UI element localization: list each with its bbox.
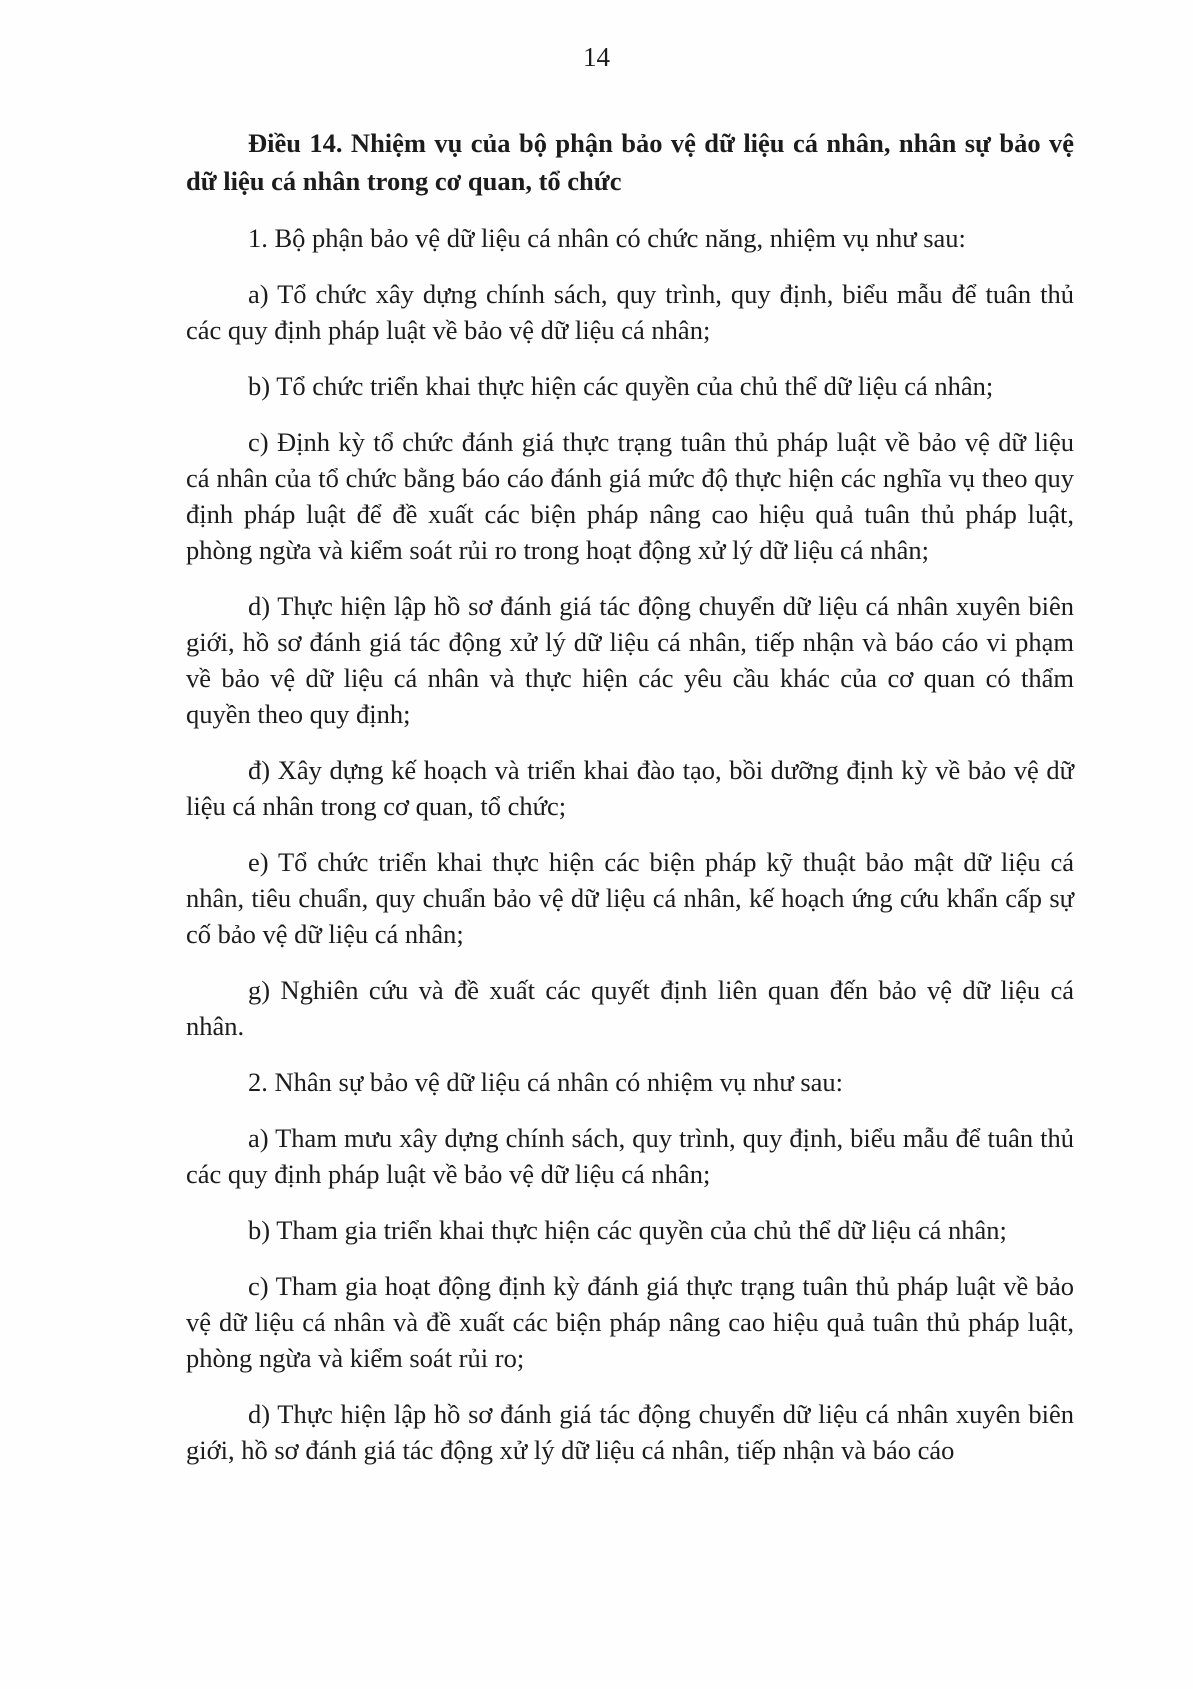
clause-2-intro: 2. Nhân sự bảo vệ dữ liệu cá nhân có nhiệm vụ như sau: [248, 1067, 844, 1097]
clause-2-point-a: a) Tham mưu xây dựng chính sách, quy trình, quy định, biểu mẫu để tuân thủ các quy định pháp luật về bảo vệ dữ liệu cá nhân; [186, 1123, 1074, 1189]
clause-2-point-b: b) Tham gia triển khai thực hiện các quyền của chủ thể dữ liệu cá nhân; [248, 1215, 1007, 1245]
clause-1-point-b: b) Tổ chức triển khai thực hiện các quyền của chủ thể dữ liệu cá nhân; [248, 371, 994, 401]
clause-1-point-a: a) Tổ chức xây dựng chính sách, quy trình, quy định, biểu mẫu để tuân thủ các quy định pháp luật về bảo vệ dữ liệu cá nhân; [186, 279, 1074, 345]
clause-1-point-e: e) Tổ chức triển khai thực hiện các biện pháp kỹ thuật bảo mật dữ liệu cá nhân, tiêu chuẩn, quy chuẩn bảo vệ dữ liệu cá nhân, kế hoạch ứng cứu khẩn cấp sự cố bảo vệ dữ liệu cá nhân; [186, 847, 1074, 949]
clause-1-intro: 1. Bộ phận bảo vệ dữ liệu cá nhân có chức năng, nhiệm vụ như sau: [248, 223, 966, 253]
clause-1-point-dd: đ) Xây dựng kế hoạch và triển khai đào tạo, bồi dưỡng định kỳ về bảo vệ dữ liệu cá nhân trong cơ quan, tổ chức; [186, 755, 1074, 821]
clause-1-point-c: c) Định kỳ tổ chức đánh giá thực trạng tuân thủ pháp luật về bảo vệ dữ liệu cá nhân của tổ chức bằng báo cáo đánh giá mức độ thực hiện các nghĩa vụ theo quy định pháp luật để đề xuất các biện pháp nâng cao hiệu quả tuân thủ pháp luật, phòng ngừa và kiểm soát rủi ro trong hoạt động xử lý dữ liệu cá nhân; [186, 427, 1074, 565]
article-title: Điều 14. Nhiệm vụ của bộ phận bảo vệ dữ liệu cá nhân, nhân sự bảo vệ dữ liệu cá nhân trong cơ quan, tổ chức [186, 128, 1074, 196]
clause-2-point-d: d) Thực hiện lập hồ sơ đánh giá tác động chuyển dữ liệu cá nhân xuyên biên giới, hồ sơ đánh giá tác động xử lý dữ liệu cá nhân, tiếp nhận và báo cáo [186, 1399, 1074, 1465]
clause-1-point-d: d) Thực hiện lập hồ sơ đánh giá tác động chuyển dữ liệu cá nhân xuyên biên giới, hồ sơ đánh giá tác động xử lý dữ liệu cá nhân, tiếp nhận và báo cáo vi phạm về bảo vệ dữ liệu cá nhân và thực hiện các yêu cầu khác của cơ quan có thẩm quyền theo quy định; [186, 591, 1074, 729]
clause-1-point-g: g) Nghiên cứu và đề xuất các quyết định liên quan đến bảo vệ dữ liệu cá nhân. [186, 975, 1074, 1041]
document-body [186, 124, 1074, 1488]
clause-2-point-c: c) Tham gia hoạt động định kỳ đánh giá thực trạng tuân thủ pháp luật về bảo vệ dữ liệu cá nhân và đề xuất các biện pháp nâng cao hiệu quả tuân thủ pháp luật, phòng ngừa và kiểm soát rủi ro; [186, 1271, 1074, 1373]
page-number: 14 [583, 42, 610, 72]
